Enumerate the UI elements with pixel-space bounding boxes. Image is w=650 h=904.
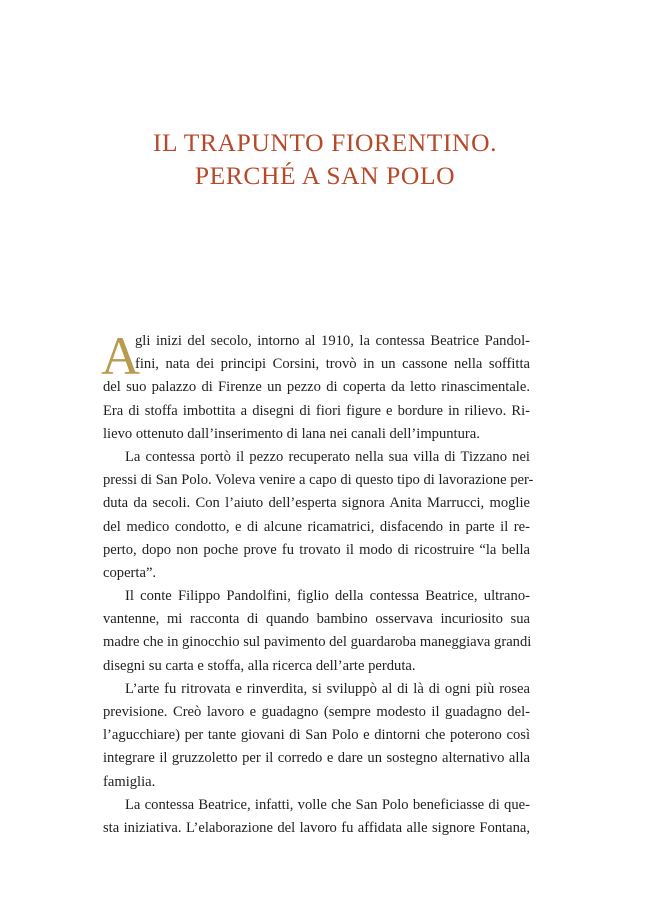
text-line: sta iniziativa. L’elaborazione del lavoro fu affidata alle signore Fontana,: [103, 819, 530, 836]
text-line: vantenne, mi racconta di quando bambino osservava incuriosito sua: [103, 611, 530, 628]
text-line: disegni su carta e stoffa, alla ricerca dell’arte perduta.: [103, 657, 416, 674]
title-line-2: PERCHÉ A SAN POLO: [194, 161, 456, 190]
text-line: Era di stoffa imbottita a disegni di fiori figure e bordure in rilievo. Ri-: [103, 402, 530, 419]
text-line: Il conte Filippo Pandolfini, figlio della contessa Beatrice, ultrano-: [125, 588, 530, 605]
title-line-1: IL TRAPUNTO FIORENTINO.: [152, 128, 498, 157]
text-line: lievo ottenuto dall’inserimento di lana nei canali dell’impuntura.: [103, 425, 480, 442]
text-line: l’agucchiare) per tante giovani di San Polo e dintorni che poterono così: [103, 727, 530, 744]
text-line: del medico condotto, e di alcune ricamatrici, disfacendo in parte il re-: [103, 518, 530, 535]
text-line: madre che in ginocchio sul pavimento del guardaroba maneggiava grandi: [103, 634, 532, 651]
text-line: del suo palazzo di Firenze un pezzo di coperta da letto rinascimentale.: [103, 379, 530, 396]
text-line: pressi di San Polo. Voleva venire a capo di questo tipo di lavorazione per-: [103, 472, 534, 489]
text-line: fini, nata dei principi Corsini, trovò in un cassone nella soffitta: [135, 356, 530, 373]
text-line: L’arte fu ritrovata e rinverdita, si sviluppò al di là di ogni più rosea: [125, 680, 530, 697]
text-line: gli inizi del secolo, intorno al 1910, la contessa Beatrice Pandol-: [135, 333, 530, 349]
drop-cap: A: [101, 326, 140, 386]
text-line: La contessa portò il pezzo recuperato nella sua villa di Tizzano nei: [125, 448, 530, 465]
text-line: perto, dopo non poche prove fu trovato il modo di ricostruire “la bella: [103, 541, 530, 558]
text-line: La contessa Beatrice, infatti, volle che San Polo beneficiasse di que-: [125, 796, 530, 813]
text-line: coperta”.: [103, 564, 157, 581]
body-text: [101, 326, 534, 840]
text-line: famiglia.: [103, 773, 156, 790]
text-line: previsione. Creò lavoro e guadagno (sempre modesto il guadagno del-: [103, 704, 530, 720]
text-line: integrare il gruzzoletto per il corredo e dare un sostegno alternativo alla: [103, 750, 530, 767]
page-title: [0, 126, 650, 192]
text-line: duta da secoli. Con l’aiuto dell’esperta signora Anita Marrucci, moglie: [103, 495, 530, 512]
